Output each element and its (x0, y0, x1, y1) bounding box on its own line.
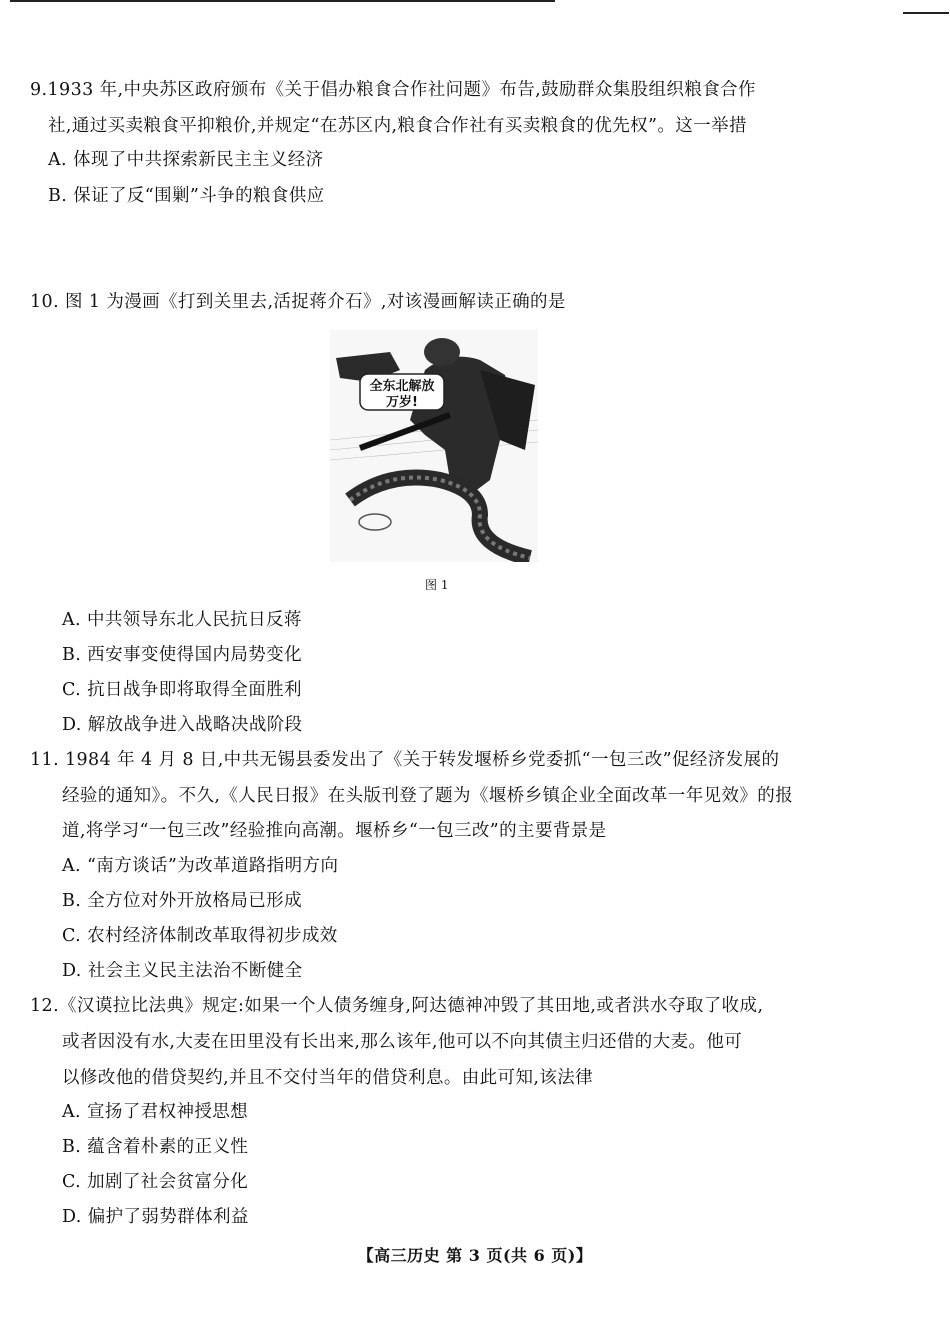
q11-option-b: B. 全方位对外开放格局已形成 (62, 891, 302, 911)
soldier-head (424, 338, 460, 366)
q12-option-d: D. 偏护了弱势群体利益 (62, 1207, 249, 1227)
q11-option-c: C. 农村经济体制改革取得初步成效 (62, 926, 338, 946)
q12-stem-line2: 或者因没有水,大麦在田里没有长出来,那么该年,他可以不向其债主归还借的大麦。他可 (62, 1032, 743, 1052)
q12-option-b: B. 蕴含着朴素的正义性 (62, 1137, 249, 1157)
figure-slogan-line1: 全东北解放 (369, 379, 435, 394)
top-right-rule (903, 12, 949, 14)
q11-option-d: D. 社会主义民主法治不断健全 (62, 961, 303, 981)
q9-stem-line2: 社,通过买卖粮食平抑粮价,并规定“在苏区内,粮食合作社有买卖粮食的优先权”。这一举措 (48, 116, 747, 136)
q10-option-d: D. 解放战争进入战略决战阶段 (62, 715, 303, 735)
q10-option-c: C. 抗日战争即将取得全面胜利 (62, 680, 302, 700)
q9-option-b: B. 保证了反“围剿”斗争的粮食供应 (48, 186, 325, 206)
cartoon-figure (330, 330, 538, 562)
q11-stem-line1: 11. 1984 年 4 月 8 日,中共无锡县委发出了《关于转发堰桥乡党委抓“一包三改”促经济发展的 (30, 750, 780, 770)
q12-stem-line1: 12.《汉谟拉比法典》规定:如果一个人债务缠身,阿达德神冲毁了其田地,或者洪水夺取了收成, (30, 996, 764, 1016)
q10-stem-line1: 10. 图 1 为漫画《打到关里去,活捉蒋介石》,对该漫画解读正确的是 (30, 292, 566, 312)
top-rule (10, 0, 555, 2)
q12-option-a: A. 宣扬了君权神授思想 (62, 1102, 249, 1122)
q12-option-c: C. 加剧了社会贫富分化 (62, 1172, 249, 1192)
q10-option-a: A. 中共领导东北人民抗日反蒋 (62, 610, 302, 630)
q11-option-a: A. “南方谈话”为改革道路指明方向 (62, 856, 339, 876)
q9-stem-line1: 9.1933 年,中央苏区政府颁布《关于倡办粮食合作社问题》布告,鼓励群众集股组织粮食合作 (30, 80, 756, 100)
q11-stem-line3: 道,将学习“一包三改”经验推向高潮。堰桥乡“一包三改”的主要背景是 (62, 821, 607, 841)
q12-stem-line3: 以修改他的借贷契约,并且不交付当年的借贷利息。由此可知,该法律 (62, 1068, 594, 1088)
figure-caption: 图 1 (425, 578, 449, 592)
q11-stem-line2: 经验的通知》。不久,《人民日报》在头版刊登了题为《堰桥乡镇企业全面改革一年见效》的报 (62, 786, 794, 806)
page-footer: 【高三历史 第 3 页(共 6 页)】 (357, 1246, 593, 1265)
q10-option-b: B. 西安事变使得国内局势变化 (62, 645, 302, 665)
q9-option-a: A. 体现了中共探索新民主主义经济 (48, 150, 324, 170)
figure-slogan-line2: 万岁! (386, 395, 418, 410)
